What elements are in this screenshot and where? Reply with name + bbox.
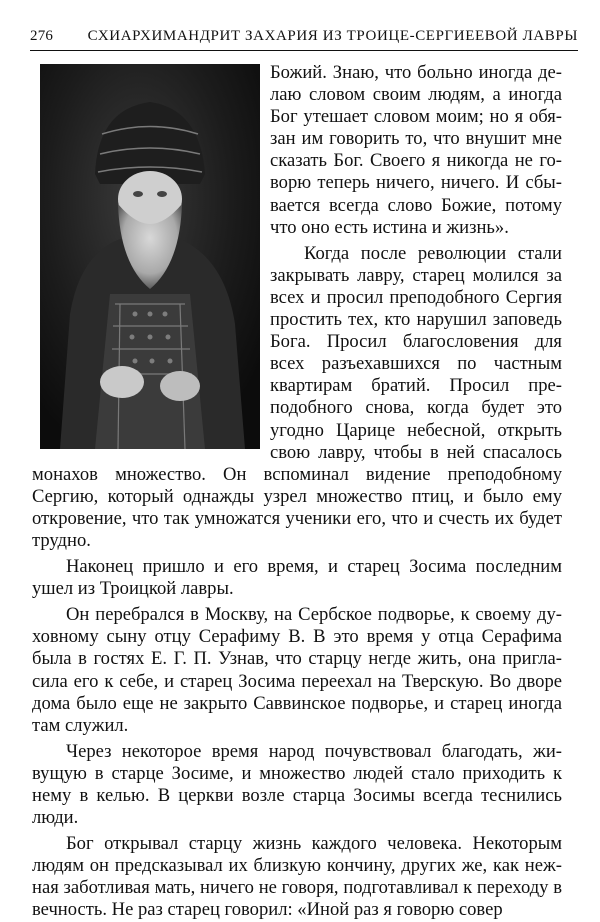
body-text bbox=[32, 62, 562, 922]
page-number: 276 bbox=[30, 28, 54, 44]
paragraph: Бог открывал старцу жизнь каждого человека. Некоторым людям он предсказывал их близкую кончину, других же, как нежная заботливая мать, ничего не говоря, подготавливал к переходу в вечность. Не раз старец говорил: «Иной раз я говорю совер bbox=[32, 833, 562, 921]
paragraph: Божий. Знаю, что больно иногда делаю словом своим людям, а иногда Бог утешает словом моим; но я обязан им говорить то, что внушит мне сказать Бог. Своего я никогда не говорю теперь ничего, ничего. И сбывается всегда слово Божие, потому что оно есть истина и жизнь». bbox=[270, 62, 562, 238]
page-header bbox=[30, 26, 578, 51]
paragraph: Когда после революции стали закрывать лавру, старец молился за всех и просил преподобного Сергия простить тех, кто нарушил заповедь Бога. Просил благословения для всех разъехавшихся по частным квартирам братий. Просил преподобного снова, когда будет это угодно Царице небесной, открыть свою лавру, чтобы в ней спасалось монахов множество. Он вспоминал видение преподобному Сергию, который однажды узрел множество птиц, и было ему откровение, что так умножатся ученики его, что и счесть их будет трудно. bbox=[32, 242, 562, 551]
photo-float-space bbox=[32, 62, 270, 458]
paragraph: Через некоторое время народ почувствовал благодать, живущую в старце Зосиме, и множество людей стало приходить к нему в келью. В церкви возле старца Зосимы всегда теснились люди. bbox=[32, 740, 562, 829]
paragraph: Он перебрался в Москву, на Сербское подворье, к своему духовному сыну отцу Серафиму В. В это время у отца Серафима была в гостях Е. Г. П. Узнав, что старцу негде жить, она пригласила его к себе, и старец Зосима переехал на Тверскую. Во дворе дома было еще не закрыто Саввинское подворье, и старец иногда там служил. bbox=[32, 604, 562, 736]
paragraph: Наконец пришло и его время, и старец Зосима последним ушел из Троицкой лавры. bbox=[32, 556, 562, 600]
running-title: СХИАРХИМАНДРИТ ЗАХАРИЯ ИЗ ТРОИЦЕ-СЕРГИЕЕВОЙ ЛАВРЫ bbox=[87, 28, 578, 44]
